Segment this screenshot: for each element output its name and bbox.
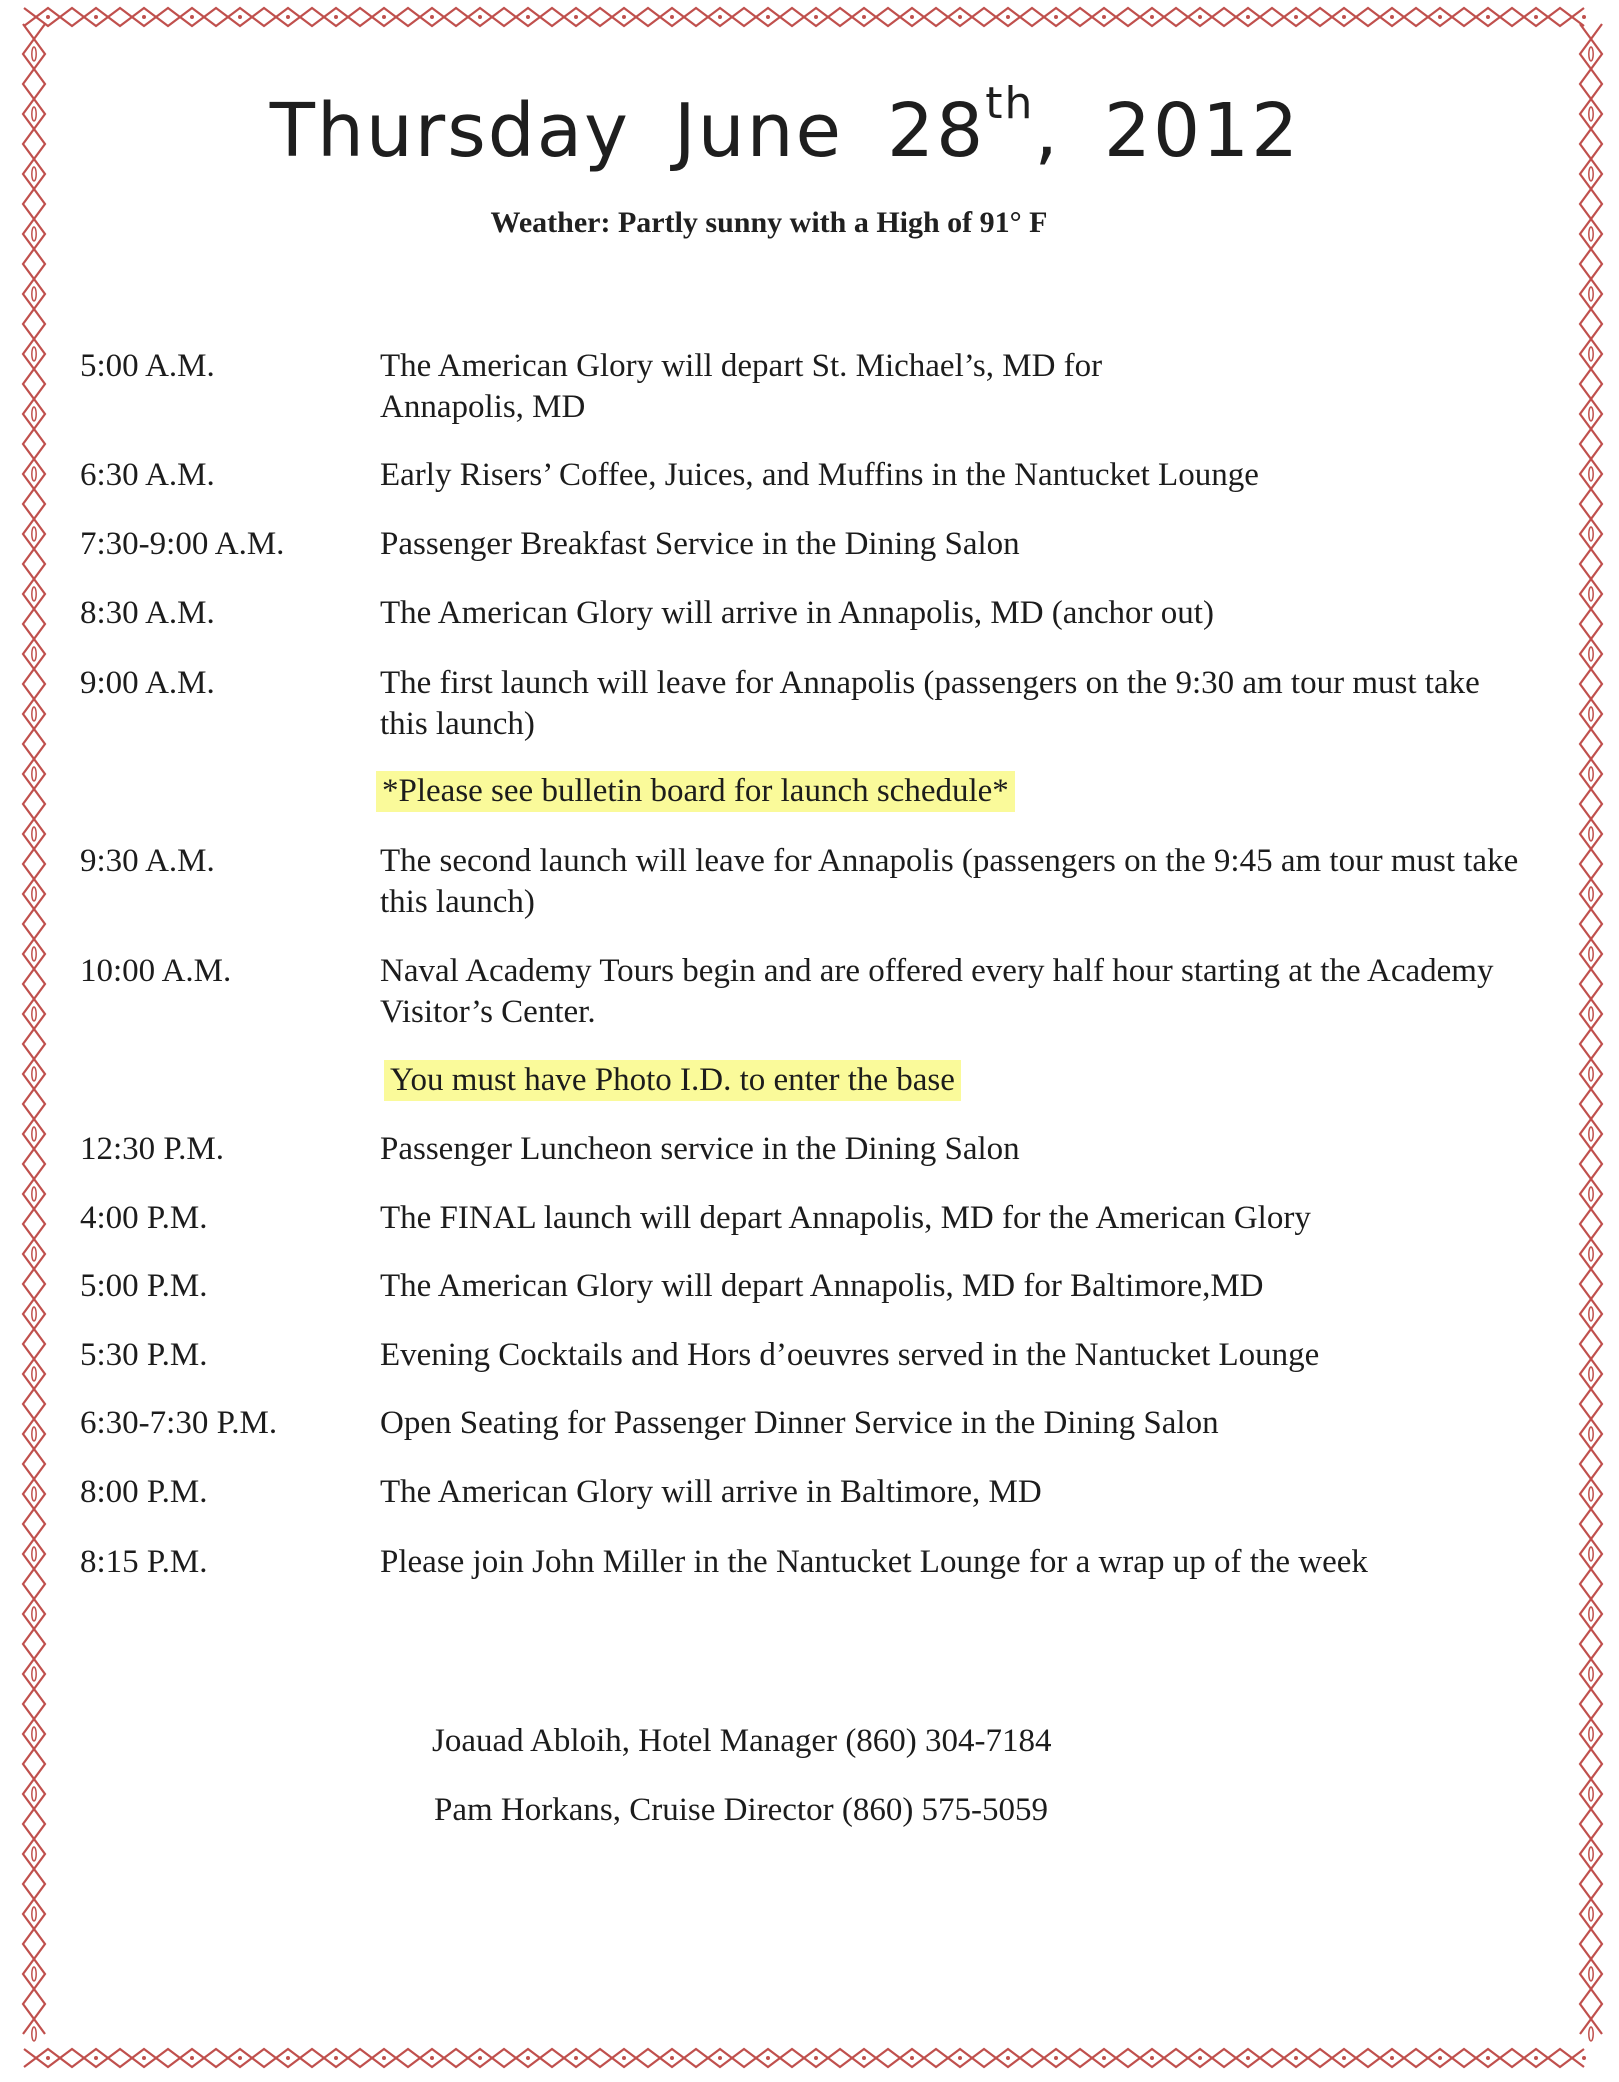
border-ornament: [32, 1607, 36, 1621]
border-dot: [1054, 2056, 1058, 2060]
border-ornament: [1589, 1427, 1593, 1441]
schedule-event-line: Annapolis, MD: [380, 389, 586, 425]
schedule-event: Passenger Luncheon service in the Dining Salon: [380, 1131, 1020, 1167]
border-ornament: [1589, 767, 1593, 781]
border-ornament: [32, 287, 36, 301]
border-ornament: [1589, 1247, 1593, 1261]
border-ornament: [1589, 1607, 1593, 1621]
border-ornament: [32, 1007, 36, 1021]
border-dot: [382, 15, 386, 19]
border-dot: [46, 2056, 50, 2060]
schedule-event: The American Glory will arrive in Annapolis, MD (anchor out): [380, 595, 1214, 631]
schedule-event: [380, 346, 1530, 428]
border-dot: [862, 2056, 866, 2060]
schedule-time: 9:00 A.M.: [80, 665, 215, 701]
schedule-time: 12:30 P.M.: [80, 1131, 224, 1167]
border-dot: [334, 15, 338, 19]
border-zigzag: [24, 2049, 1584, 2067]
border-ornament: [32, 1307, 36, 1321]
border-ornament: [1589, 1547, 1593, 1561]
border-dot: [382, 2056, 386, 2060]
border-dot: [1486, 2056, 1490, 2060]
border-dot: [526, 2056, 530, 2060]
border-dot: [1006, 2056, 1010, 2060]
border-ornament: [1589, 707, 1593, 721]
border-dot: [622, 2056, 626, 2060]
border-dot: [334, 2056, 338, 2060]
border-ornament: [1589, 827, 1593, 841]
border-bottom-pattern: [24, 2049, 1586, 2067]
border-ornament: [32, 407, 36, 421]
border-ornament: [1589, 407, 1593, 421]
border-ornament: [1589, 1847, 1593, 1861]
border-dot: [718, 15, 722, 19]
border-ornament: [1589, 1487, 1593, 1501]
border-dot: [1582, 15, 1586, 19]
border-ornament: [1589, 527, 1593, 541]
border-ornament: [1589, 1787, 1593, 1801]
border-dot: [1102, 15, 1106, 19]
border-top-pattern: [24, 8, 1586, 26]
border-ornament: [1589, 887, 1593, 901]
border-dot: [94, 2056, 98, 2060]
schedule-time: 6:30-7:30 P.M.: [80, 1405, 278, 1441]
border-dot: [1486, 15, 1490, 19]
border-dot: [238, 2056, 242, 2060]
border-ornament: [1589, 467, 1593, 481]
border-ornament: [1589, 287, 1593, 301]
border-ornament: [32, 1487, 36, 1501]
schedule-time: 8:15 P.M.: [80, 1544, 208, 1580]
border-dot: [862, 15, 866, 19]
border-ornament: [32, 1787, 36, 1801]
border-ornament: [32, 887, 36, 901]
border-dot: [1534, 2056, 1538, 2060]
border-dot: [766, 2056, 770, 2060]
schedule-time: 4:00 P.M.: [80, 1200, 208, 1236]
border-dot: [1150, 2056, 1154, 2060]
weather-line: Weather: Partly sunny with a High of 91° F: [490, 206, 1048, 239]
schedule-event: The second launch will leave for Annapolis (passengers on the 9:45 am tour must take this launch): [380, 843, 1519, 920]
border-ornament: [32, 1367, 36, 1381]
border-dot: [670, 15, 674, 19]
border-ornament: [1589, 1067, 1593, 1081]
schedule-event: Please join John Miller in the Nantucket Lounge for a wrap up of the week: [380, 1544, 1368, 1580]
schedule-event: The American Glory will arrive in Baltimore, MD: [380, 1474, 1042, 1510]
border-ornament: [32, 1727, 36, 1741]
border-ornament: [1589, 1307, 1593, 1321]
border-dot: [526, 15, 530, 19]
schedule-time: 8:30 A.M.: [80, 595, 215, 631]
border-zigzag: [24, 8, 1584, 26]
border-ornament: [32, 1847, 36, 1861]
border-dot: [1006, 15, 1010, 19]
title-month: June: [673, 88, 844, 174]
border-ornament: [32, 827, 36, 841]
border-ornament: [1589, 1727, 1593, 1741]
border-dot: [1534, 15, 1538, 19]
title-year: 2012: [1103, 88, 1301, 174]
border-dot: [1294, 15, 1298, 19]
schedule-time: 7:30-9:00 A.M.: [80, 526, 285, 562]
border-ornament: [32, 1667, 36, 1681]
schedule-time: 5:00 A.M.: [80, 348, 215, 384]
border-dot: [1198, 15, 1202, 19]
title-weekday: Thursday: [269, 88, 630, 174]
border-dot: [1294, 2056, 1298, 2060]
border-ornament: [32, 1127, 36, 1141]
border-ornament: [1589, 587, 1593, 601]
launch-schedule-note: *Please see bulletin board for launch schedule*: [376, 771, 1015, 812]
schedule-event: The first launch will leave for Annapolis (passengers on the 9:30 am tour must take this launch): [380, 665, 1480, 742]
border-zigzag: [1580, 24, 1602, 2034]
schedule-time: 10:00 A.M.: [80, 953, 232, 989]
border-dot: [1246, 2056, 1250, 2060]
border-ornament: [32, 1907, 36, 1921]
border-ornament: [1589, 227, 1593, 241]
border-dot: [430, 15, 434, 19]
schedule-event: Passenger Breakfast Service in the Dining Salon: [380, 526, 1020, 562]
border-dot: [142, 15, 146, 19]
border-ornament: [32, 1187, 36, 1201]
schedule-time: 6:30 A.M.: [80, 457, 215, 493]
schedule-event: Early Risers’ Coffee, Juices, and Muffins in the Nantucket Lounge: [380, 457, 1259, 493]
cruise-director-contact: Pam Horkans, Cruise Director (860) 575-5059: [434, 1792, 1049, 1828]
border-dot: [1102, 2056, 1106, 2060]
border-dot: [574, 15, 578, 19]
border-ornament: [1589, 1667, 1593, 1681]
schedule-event: The FINAL launch will depart Annapolis, MD for the American Glory: [380, 1200, 1311, 1236]
border-left-pattern: [23, 24, 45, 2041]
schedule-event: Naval Academy Tours begin and are offered every half hour starting at the Academy Visitor’s Center.: [380, 953, 1494, 1030]
border-ornament: [1589, 647, 1593, 661]
border-ornament: [1589, 1187, 1593, 1201]
schedule-time: 5:30 P.M.: [80, 1337, 208, 1373]
schedule-event: The American Glory will depart Annapolis, MD for Baltimore,MD: [380, 1268, 1264, 1304]
border-dot: [1342, 2056, 1346, 2060]
border-dot: [958, 15, 962, 19]
border-dot: [1054, 15, 1058, 19]
border-dot: [190, 2056, 194, 2060]
border-ornament: [32, 647, 36, 661]
photo-id-note: You must have Photo I.D. to enter the base: [384, 1060, 961, 1101]
schedule-time: 8:00 P.M.: [80, 1474, 208, 1510]
border-ornament: [32, 47, 36, 61]
border-dot: [814, 15, 818, 19]
border-dot: [718, 2056, 722, 2060]
border-dot: [1438, 15, 1442, 19]
border-dot: [1582, 2056, 1586, 2060]
border-ornament: [1589, 347, 1593, 361]
border-ornament: [32, 1967, 36, 1981]
schedule-time: 9:30 A.M.: [80, 843, 215, 879]
border-ornament: [1589, 1967, 1593, 1981]
border-ornament: [1589, 1127, 1593, 1141]
border-dot: [766, 15, 770, 19]
title-day-suffix: th: [985, 78, 1035, 129]
border-dot: [622, 15, 626, 19]
border-dot: [1390, 15, 1394, 19]
border-ornament: [32, 527, 36, 541]
border-dot: [94, 15, 98, 19]
hotel-manager-contact: Joauad Abloih, Hotel Manager (860) 304-7184: [432, 1723, 1052, 1759]
border-ornament: [32, 1067, 36, 1081]
border-dot: [190, 15, 194, 19]
border-ornament: [32, 767, 36, 781]
border-dot: [958, 2056, 962, 2060]
border-ornament: [1589, 947, 1593, 961]
border-zigzag: [23, 24, 45, 2034]
border-ornament: [32, 1427, 36, 1441]
border-dot: [814, 2056, 818, 2060]
border-dot: [286, 15, 290, 19]
border-ornament: [32, 2027, 36, 2041]
title-comma: ,: [1034, 88, 1060, 174]
border-dot: [1438, 2056, 1442, 2060]
border-dot: [478, 2056, 482, 2060]
border-dot: [1246, 15, 1250, 19]
border-ornament: [32, 947, 36, 961]
border-dot: [478, 15, 482, 19]
border-right-pattern: [1580, 24, 1602, 2041]
border-ornament: [1589, 2027, 1593, 2041]
border-dot: [910, 15, 914, 19]
border-ornament: [1589, 1367, 1593, 1381]
schedule-event: Open Seating for Passenger Dinner Service in the Dining Salon: [380, 1405, 1219, 1441]
border-dot: [1150, 15, 1154, 19]
border-dot: [286, 2056, 290, 2060]
border-dot: [142, 2056, 146, 2060]
border-ornament: [1589, 1007, 1593, 1021]
border-dot: [574, 2056, 578, 2060]
page-title: [0, 78, 1570, 174]
border-dot: [1342, 15, 1346, 19]
border-ornament: [32, 347, 36, 361]
border-dot: [910, 2056, 914, 2060]
border-ornament: [32, 1247, 36, 1261]
border-ornament: [32, 707, 36, 721]
border-dot: [1198, 2056, 1202, 2060]
border-dot: [46, 15, 50, 19]
border-ornament: [1589, 1907, 1593, 1921]
border-ornament: [1589, 167, 1593, 181]
schedule-time: 5:00 P.M.: [80, 1268, 208, 1304]
schedule-event-line: The American Glory will depart St. Michael’s, MD for: [380, 348, 1103, 384]
schedule-event: Evening Cocktails and Hors d’oeuvres served in the Nantucket Lounge: [380, 1337, 1320, 1373]
border-ornament: [32, 467, 36, 481]
border-dot: [670, 2056, 674, 2060]
border-dot: [1390, 2056, 1394, 2060]
border-dot: [430, 2056, 434, 2060]
border-ornament: [1589, 107, 1593, 121]
border-ornament: [32, 1547, 36, 1561]
border-ornament: [1589, 47, 1593, 61]
border-ornament: [32, 587, 36, 601]
border-dot: [238, 15, 242, 19]
title-day: 28: [887, 88, 986, 174]
